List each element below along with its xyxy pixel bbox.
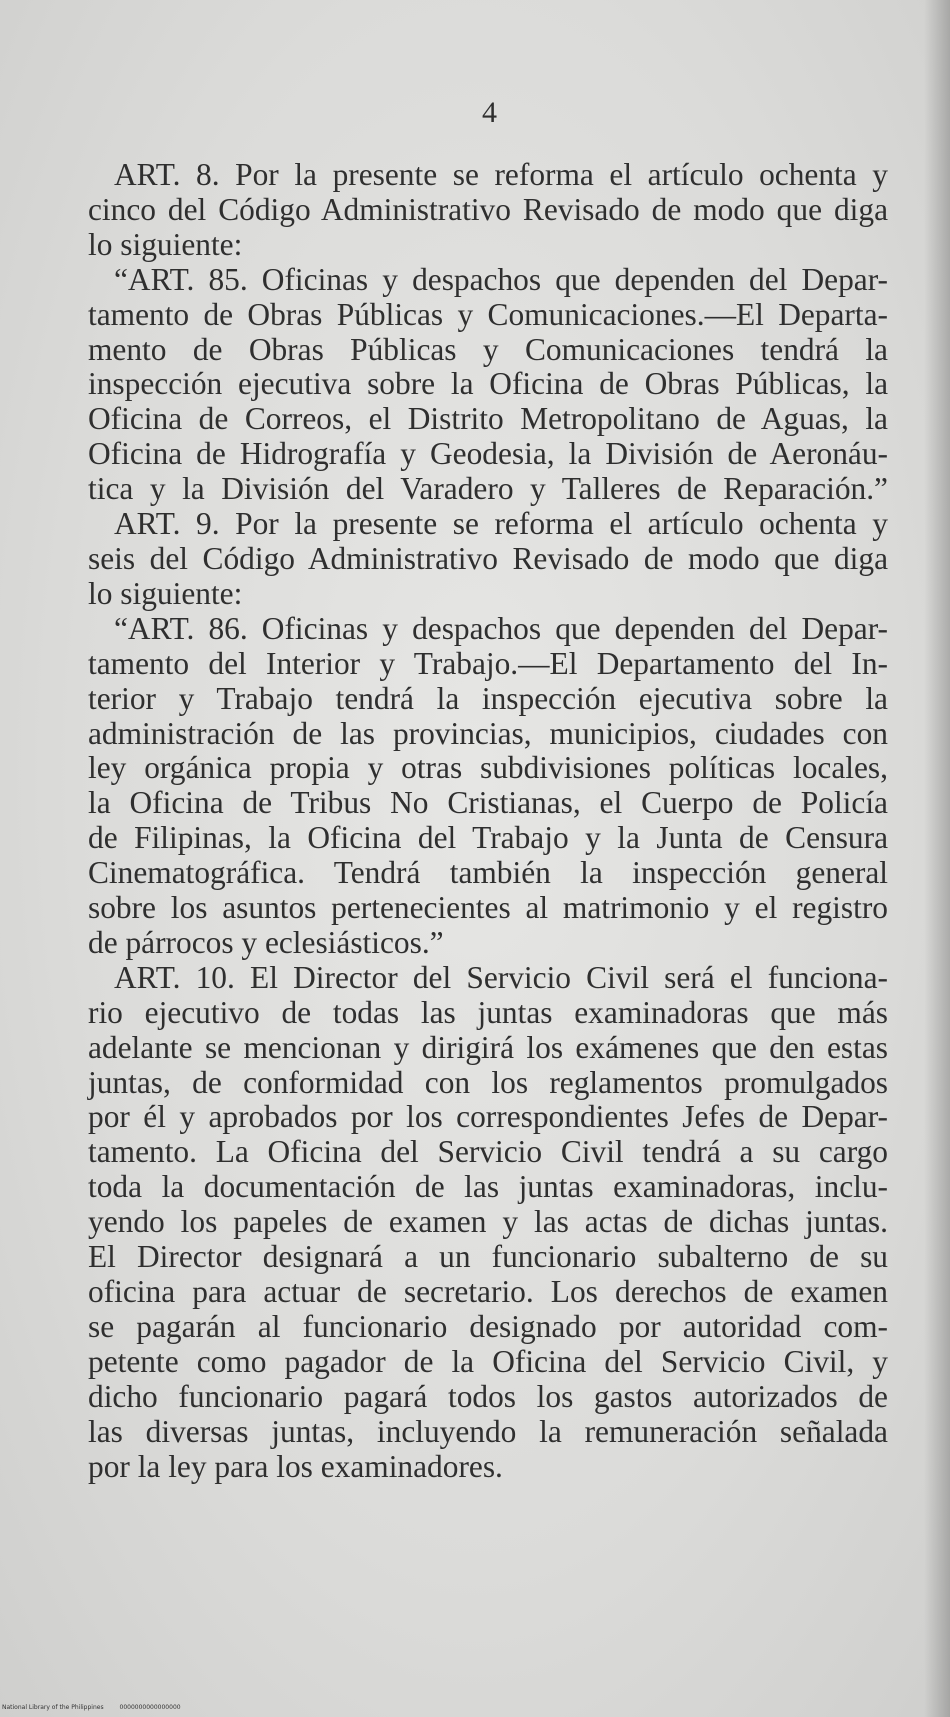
- text-line: se pagarán al funcionario designado por autoridad com-: [88, 1308, 888, 1344]
- text-line: por la ley para los examinadores.: [88, 1448, 503, 1484]
- text-line: ART. 10. El Director del Servicio Civil será el funciona-: [114, 959, 888, 995]
- page-edge-shadow: [924, 0, 950, 1717]
- text-line: de Filipinas, la Oficina del Trabajo y la Junta de Censura: [88, 820, 888, 856]
- text-line: inspección ejecutiva sobre la Oficina de Obras Públicas, la: [88, 366, 888, 402]
- text-line: Oficina de Hidrografía y Geodesia, la División de Aeronáu-: [88, 436, 888, 472]
- text-line: yendo los papeles de examen y las actas de dichas juntas.: [88, 1204, 888, 1240]
- text-line: adelante se mencionan y dirigirá los exámenes que den estas: [88, 1029, 888, 1065]
- footer-library: National Library of the Philippines: [2, 1704, 104, 1711]
- text-line: toda la documentación de las juntas examinadoras, inclu-: [88, 1169, 888, 1205]
- body-text: [88, 158, 888, 1484]
- footer-code: 0000000000000000: [119, 1704, 181, 1711]
- text-line: por él y aprobados por los correspondientes Jefes de Depar-: [88, 1099, 888, 1135]
- text-line: Cinematográfica. Tendrá también la inspección general: [88, 855, 888, 891]
- text-line: oficina para actuar de secretario. Los derechos de examen: [88, 1274, 888, 1309]
- text-line: ley orgánica propia y otras subdivisiones políticas locales,: [88, 750, 888, 786]
- text-line: sobre los asuntos pertenecientes al matrimonio y el registro: [88, 890, 888, 926]
- page-number: 4: [482, 96, 498, 129]
- text-line: El Director designará a un funcionario subalterno de su: [88, 1239, 888, 1275]
- text-line: rio ejecutivo de todas las juntas examinadoras que más: [88, 994, 888, 1030]
- text-line: seis del Código Administrativo Revisado de modo que diga: [88, 540, 888, 576]
- text-line: “ART. 85. Oficinas y despachos que dependen del Depar-: [114, 261, 888, 297]
- text-line: “ART. 86. Oficinas y despachos que dependen del Depar-: [114, 610, 888, 646]
- text-line: cinco del Código Administrativo Revisado de modo que diga: [88, 191, 888, 227]
- text-line: dicho funcionario pagará todos los gastos autorizados de: [88, 1378, 888, 1414]
- text-line: las diversas juntas, incluyendo la remuneración señalada: [88, 1413, 888, 1449]
- text-line: administración de las provincias, municipios, ciudades con: [88, 715, 888, 751]
- text-line: tamento. La Oficina del Servicio Civil tendrá a su cargo: [88, 1134, 888, 1170]
- text-line: lo siguiente:: [88, 226, 243, 262]
- text-line: terior y Trabajo tendrá la inspección ejecutiva sobre la: [88, 680, 888, 716]
- text-line: petente como pagador de la Oficina del Servicio Civil, y: [88, 1343, 888, 1379]
- text-line: tamento del Interior y Trabajo.—El Departamento del In-: [88, 645, 888, 681]
- scan-footer: [2, 1704, 195, 1711]
- text-line: ART. 9. Por la presente se reforma el artículo ochenta y: [114, 506, 888, 542]
- text-line: lo siguiente:: [88, 575, 243, 611]
- text-line: la Oficina de Tribus No Cristianas, el Cuerpo de Policía: [88, 785, 888, 821]
- text-line: juntas, de conformidad con los reglamentos promulgados: [88, 1064, 888, 1100]
- text-line: de párrocos y eclesiásticos.”: [88, 924, 444, 960]
- text-line: tamento de Obras Públicas y Comunicaciones.—El Departa-: [88, 296, 888, 332]
- text-line: Oficina de Correos, el Distrito Metropolitano de Aguas, la: [88, 401, 888, 437]
- text-line: ART. 8. Por la presente se reforma el artículo ochenta y: [114, 157, 888, 192]
- text-line: mento de Obras Públicas y Comunicaciones tendrá la: [88, 331, 888, 367]
- text-line: tica y la División del Varadero y Talleres de Reparación.”: [88, 471, 888, 507]
